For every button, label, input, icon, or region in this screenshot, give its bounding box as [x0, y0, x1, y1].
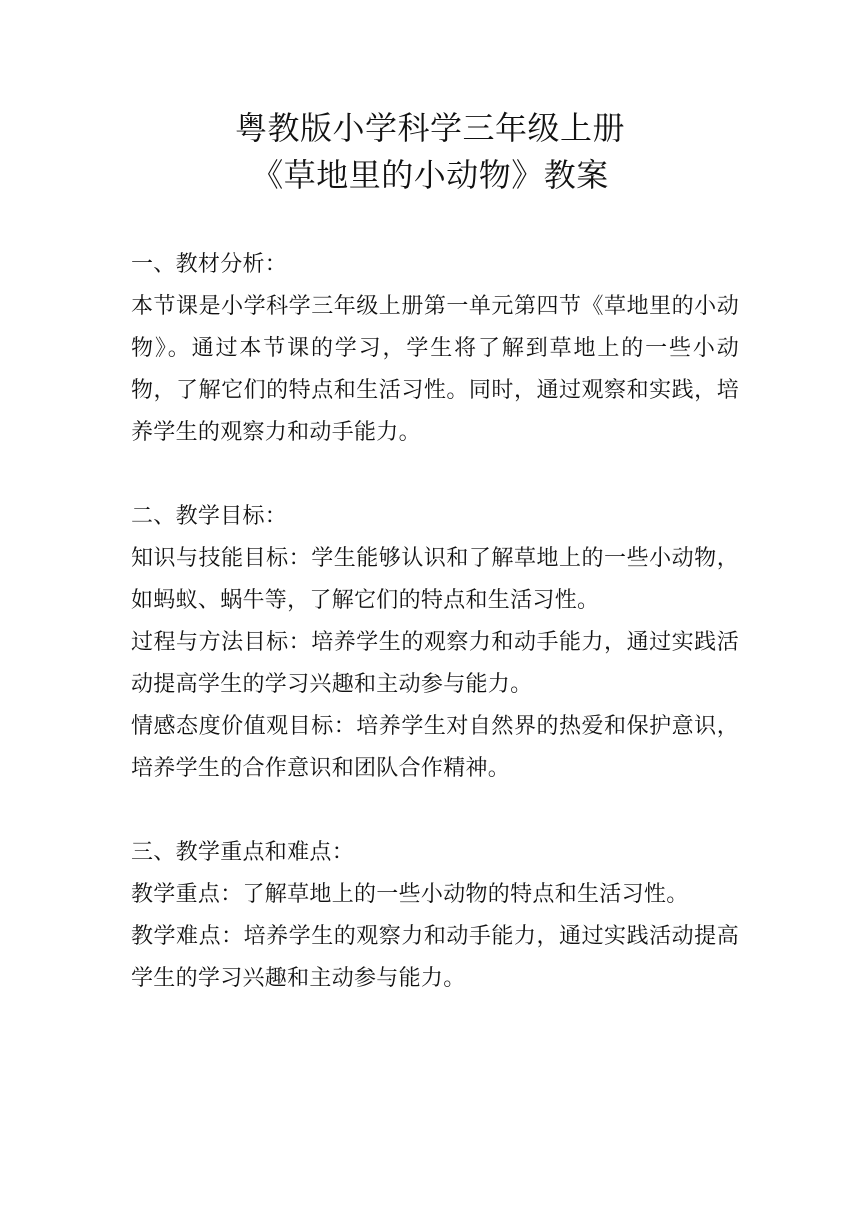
section-heading-analysis: 一、教材分析： [131, 252, 288, 277]
section-spacer [131, 790, 739, 832]
paragraph-process-objective: 过程与方法目标：培养学生的观察力和动手能力，通过实践活动提高学生的学习兴趣和主动参与能力。 [131, 630, 739, 697]
section-spacer [131, 454, 739, 496]
section-heading-objectives: 二、教学目标： [131, 504, 288, 529]
section-heading-keypoints: 三、教学重点和难点： [131, 840, 355, 865]
paragraph-analysis: 本节课是小学科学三年级上册第一单元第四节《草地里的小动物》。通过本节课的学习，学生将了解到草地上的一些小动物，了解它们的特点和生活习性。同时，通过观察和实践，培养学生的观察力和动手能力。 [131, 294, 739, 445]
document-title-line-1: 粤教版小学科学三年级上册 [234, 109, 625, 147]
document-body [131, 244, 739, 1000]
paragraph-emotion-objective: 情感态度价值观目标：培养学生对自然界的热爱和保护意识，培养学生的合作意识和团队合作精神。 [131, 714, 739, 781]
paragraph-teaching-difficulty: 教学难点：培养学生的观察力和动手能力，通过实践活动提高学生的学习兴趣和主动参与能力。 [131, 924, 739, 991]
paragraph-knowledge-objective: 知识与技能目标：学生能够认识和了解草地上的一些小动物，如蚂蚁、蜗牛等，了解它们的特点和生活习性。 [131, 546, 739, 613]
paragraph-teaching-focus: 教学重点：了解草地上的一些小动物的特点和生活习性。 [131, 882, 689, 907]
document-title-line-2: 《草地里的小动物》教案 [251, 156, 609, 194]
